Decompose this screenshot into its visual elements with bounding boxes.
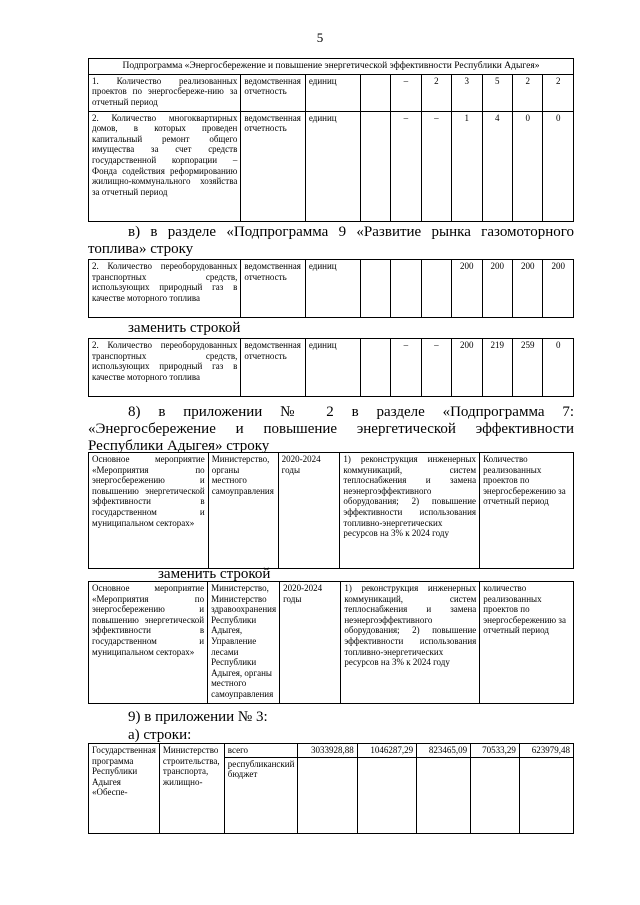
- indicator-unit: единиц: [305, 260, 360, 318]
- replace-label-2: заменить строкой: [158, 566, 271, 582]
- indicator-source: ведомственная отчетность: [241, 339, 306, 397]
- indicator-source: ведомственная отчетность: [241, 260, 306, 318]
- page-number: 5: [316, 30, 324, 45]
- indicator-value: [421, 260, 451, 318]
- indicator-unit: единиц: [305, 74, 360, 111]
- activity-indicator: Количество реализованных проектов по энергосбережению за отчетный период: [480, 453, 574, 569]
- funding-value: 823465,09: [417, 744, 471, 758]
- subprogram-header: Подпрограмма «Энергосбережение и повышение энергетической эффективности Республики Адыгея»: [89, 59, 574, 75]
- table-activity-old: [88, 452, 574, 569]
- indicator-value: 5: [482, 74, 512, 111]
- funding-label: всего: [224, 744, 298, 758]
- indicator-value: 200: [452, 339, 482, 397]
- replace-label-1: заменить строкой: [128, 320, 241, 336]
- indicator-value: –: [391, 74, 421, 111]
- funding-value: [417, 757, 471, 833]
- indicator-value: [360, 74, 390, 111]
- indicator-value: 219: [482, 339, 512, 397]
- indicator-value: 2: [421, 74, 451, 111]
- paragraph-9: 9) в приложении № 3:: [128, 709, 268, 725]
- activity-name: Основное мероприятие «Мероприятия по энергосбережению и повышению энергетической эффективности в государственном и муниципальном секторах»: [89, 582, 208, 704]
- funding-value: [357, 757, 416, 833]
- funding-value: 3033928,88: [298, 744, 357, 758]
- funding-value: 1046287,29: [357, 744, 416, 758]
- funding-value: [519, 757, 573, 833]
- indicator-value: 200: [543, 260, 574, 318]
- paragraph-v: в) в разделе «Подпрограмма 9 «Развитие рынка газомоторного топлива» строку: [88, 224, 574, 257]
- program-name: Государственная программа Республики Адыгея «Обеспе-: [89, 744, 160, 834]
- activity-result: 1) реконструкция инженерных коммуникаций, систем теплоснабжения и замена неэнергоэффективного оборудования; 2) повышение эффективности использования топливно-энергетических ресурсов на 3% к 2024 году: [341, 582, 480, 704]
- indicator-value: [360, 111, 390, 221]
- indicator-value: 1: [452, 111, 482, 221]
- indicator-value: 3: [452, 74, 482, 111]
- indicator-name: 2. Количество многоквартирных домов, в которых проведен капитальный ремонт общего имущества за счет средств государственной корпорации – Фонда содействия реформированию жилищно-коммунального хозяйства за отчетный период: [89, 111, 241, 221]
- indicator-source: ведомственная отчетность: [241, 74, 306, 111]
- activity-period: 2020-2024 годы: [278, 453, 340, 569]
- activity-executor: Министерство, органы местного самоуправления: [208, 453, 278, 569]
- table-row: [89, 744, 574, 758]
- funding-value: 623979,48: [519, 744, 573, 758]
- indicator-unit: единиц: [305, 339, 360, 397]
- indicator-value: –: [421, 339, 451, 397]
- indicator-value: 0: [543, 111, 574, 221]
- indicator-name: 2. Количество переоборудованных транспортных средств, использующих природный газ в качестве моторного топлива: [89, 260, 241, 318]
- indicator-unit: единиц: [305, 111, 360, 221]
- activity-period: 2020-2024 годы: [280, 582, 341, 704]
- indicator-value: –: [391, 339, 421, 397]
- indicator-name: 2. Количество переоборудованных транспортных средств, использующих природный газ в качестве моторного топлива: [89, 339, 241, 397]
- indicator-value: 200: [512, 260, 542, 318]
- indicator-value: –: [421, 111, 451, 221]
- funding-value: 70533,29: [471, 744, 520, 758]
- table-gas-fuel-old: [88, 259, 574, 318]
- table-activity-new: [88, 581, 574, 704]
- indicator-value: –: [391, 111, 421, 221]
- indicator-value: 259: [512, 339, 542, 397]
- table-row: [89, 339, 574, 397]
- table-row: [89, 260, 574, 318]
- funding-label: республиканский бюджет: [224, 757, 298, 833]
- activity-executor: Министерство, Министерство здравоохранения Республики Адыгея, Управление лесами Республики Адыгея, органы местного самоуправления: [208, 582, 280, 704]
- indicator-value: 200: [482, 260, 512, 318]
- indicator-value: 4: [482, 111, 512, 221]
- table-row: [89, 582, 574, 704]
- table-gas-fuel-new: [88, 338, 574, 397]
- indicator-value: 200: [452, 260, 482, 318]
- indicator-name: 1. Количество реализованных проектов по энергосбереже-нию за отчетный период: [89, 74, 241, 111]
- program-executor: Министерство строительства, транспорта, жилищно-: [159, 744, 224, 834]
- indicator-source: ведомственная отчетность: [241, 111, 306, 221]
- funding-value: [471, 757, 520, 833]
- indicator-value: 0: [512, 111, 542, 221]
- funding-value: [298, 757, 357, 833]
- table-row: [89, 74, 574, 111]
- indicator-value: 0: [543, 339, 574, 397]
- activity-result: 1) реконструкция инженерных коммуникаций, систем теплоснабжения и замена неэнергоэффективного оборудования; 2) повышение эффективности использования топливно-энергетических ресурсов на 3% к 2024 году: [340, 453, 480, 569]
- table-row: [89, 111, 574, 221]
- table-row: [89, 453, 574, 569]
- activity-name: Основное мероприятие «Мероприятия по энергосбережению и повышению энергетической эффективности в государственном и муниципальном секторах»: [89, 453, 209, 569]
- paragraph-a: а) строки:: [128, 727, 192, 743]
- table-indicators-energy: [88, 58, 574, 222]
- indicator-value: [391, 260, 421, 318]
- indicator-value: [360, 339, 390, 397]
- indicator-value: [360, 260, 390, 318]
- indicator-value: 2: [512, 74, 542, 111]
- activity-indicator: количество реализованных проектов по энергосбережению за отчетный период: [480, 582, 574, 704]
- indicator-value: 2: [543, 74, 574, 111]
- paragraph-8: 8) в приложении № 2 в разделе «Подпрограмма 7: «Энергосбережение и повышение энергетической эффективности Республики Адыгея» строку: [88, 404, 574, 454]
- table-funding: [88, 743, 574, 834]
